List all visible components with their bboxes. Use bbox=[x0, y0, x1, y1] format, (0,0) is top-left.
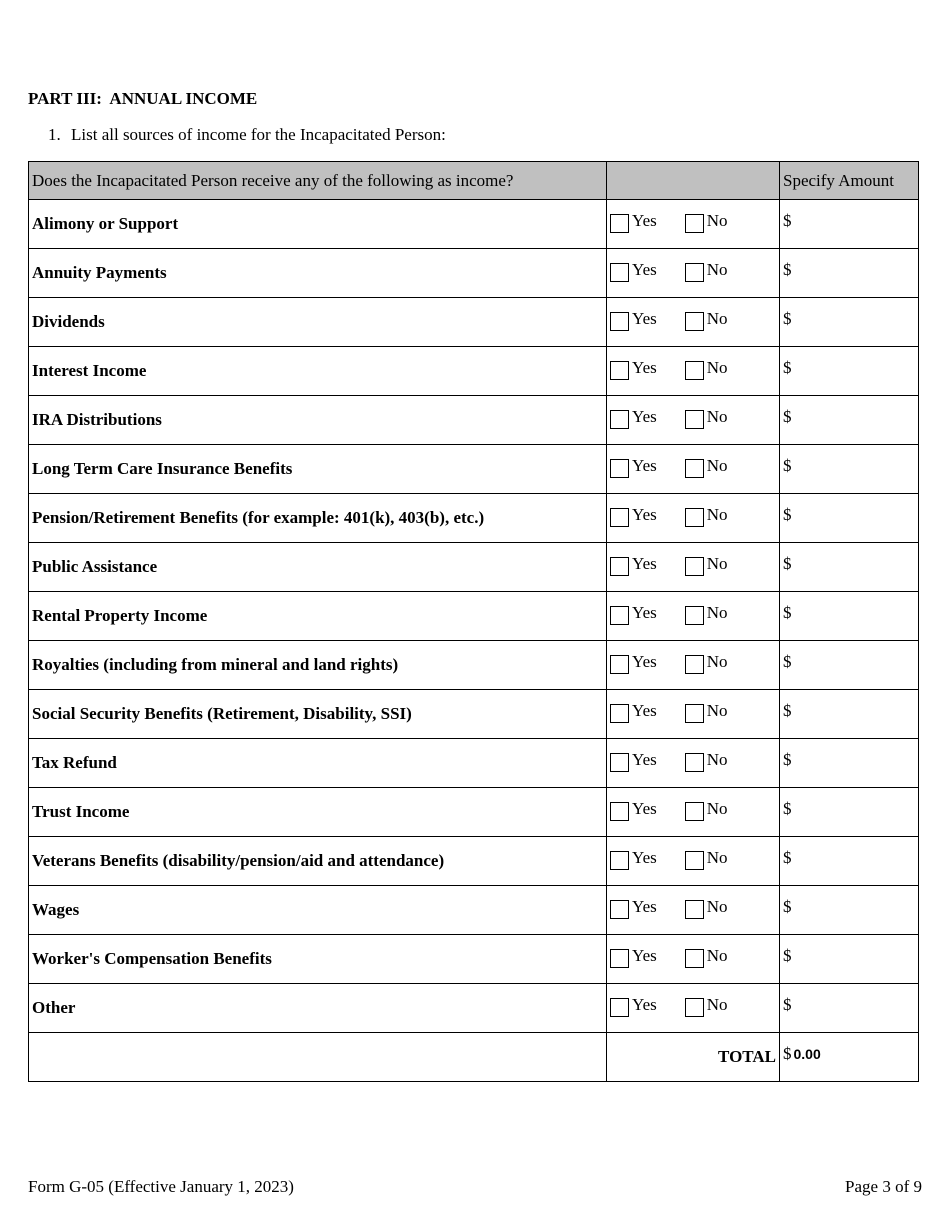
currency-symbol: $ bbox=[783, 260, 792, 279]
amount-field[interactable] bbox=[780, 494, 919, 543]
yes-no-cell bbox=[607, 690, 780, 739]
yes-no-cell bbox=[607, 298, 780, 347]
no-label: No bbox=[706, 602, 728, 622]
currency-symbol: $ bbox=[783, 309, 792, 328]
amount-field[interactable] bbox=[780, 200, 919, 249]
income-source-label: Royalties (including from mineral and land rights) bbox=[29, 641, 607, 690]
yes-label: Yes bbox=[632, 945, 657, 965]
income-source-label: Tax Refund bbox=[29, 739, 607, 788]
income-source-label: Veterans Benefits (disability/pension/aid and attendance) bbox=[29, 837, 607, 886]
no-label: No bbox=[706, 700, 728, 720]
yes-label: Yes bbox=[632, 308, 657, 328]
form-footer: Form G-05 (Effective January 1, 2023) bbox=[28, 1177, 294, 1196]
income-source-label: Worker's Compensation Benefits bbox=[29, 935, 607, 984]
income-source-label: Interest Income bbox=[29, 347, 607, 396]
currency-symbol: $ bbox=[783, 358, 792, 377]
table-row bbox=[29, 690, 919, 739]
no-checkbox[interactable] bbox=[685, 949, 704, 968]
currency-symbol: $ bbox=[783, 946, 792, 965]
table-row bbox=[29, 543, 919, 592]
amount-field[interactable] bbox=[780, 592, 919, 641]
no-option[interactable] bbox=[685, 700, 728, 724]
amount-field[interactable] bbox=[780, 445, 919, 494]
yes-label: Yes bbox=[632, 798, 657, 818]
yes-no-cell bbox=[607, 788, 780, 837]
no-label: No bbox=[706, 994, 728, 1014]
yes-no-cell bbox=[607, 347, 780, 396]
yes-option[interactable] bbox=[610, 406, 657, 430]
no-label: No bbox=[706, 210, 728, 230]
no-checkbox[interactable] bbox=[685, 606, 704, 625]
currency-symbol: $ bbox=[783, 652, 792, 671]
yes-label: Yes bbox=[632, 896, 657, 916]
yes-option[interactable] bbox=[610, 945, 657, 969]
yes-checkbox[interactable] bbox=[610, 900, 629, 919]
table-row bbox=[29, 249, 919, 298]
amount-field[interactable] bbox=[780, 298, 919, 347]
yes-option[interactable] bbox=[610, 553, 657, 577]
no-option[interactable] bbox=[685, 406, 728, 430]
yes-option[interactable] bbox=[610, 798, 657, 822]
yes-no-cell bbox=[607, 200, 780, 249]
header-middle bbox=[607, 162, 780, 200]
currency-symbol: $ bbox=[783, 799, 792, 818]
yes-checkbox[interactable] bbox=[610, 704, 629, 723]
yes-no-cell bbox=[607, 543, 780, 592]
yes-checkbox[interactable] bbox=[610, 214, 629, 233]
currency-symbol: $ bbox=[783, 750, 792, 769]
currency-symbol: $ bbox=[783, 995, 792, 1014]
no-checkbox[interactable] bbox=[685, 459, 704, 478]
table-row bbox=[29, 984, 919, 1033]
total-currency: $ bbox=[783, 1044, 792, 1063]
amount-field[interactable] bbox=[780, 935, 919, 984]
yes-label: Yes bbox=[632, 504, 657, 524]
income-source-label: IRA Distributions bbox=[29, 396, 607, 445]
no-label: No bbox=[706, 504, 728, 524]
yes-no-cell bbox=[607, 837, 780, 886]
yes-option[interactable] bbox=[610, 994, 657, 1018]
amount-field[interactable] bbox=[780, 690, 919, 739]
currency-symbol: $ bbox=[783, 848, 792, 867]
part-title: PART III: ANNUAL INCOME bbox=[28, 89, 258, 108]
no-checkbox[interactable] bbox=[685, 508, 704, 527]
table-row bbox=[29, 641, 919, 690]
yes-checkbox[interactable] bbox=[610, 998, 629, 1017]
income-source-label: Rental Property Income bbox=[29, 592, 607, 641]
no-label: No bbox=[706, 455, 728, 475]
no-option[interactable] bbox=[685, 945, 728, 969]
yes-label: Yes bbox=[632, 406, 657, 426]
currency-symbol: $ bbox=[783, 603, 792, 622]
yes-option[interactable] bbox=[610, 504, 657, 528]
header-amount: Specify Amount bbox=[780, 162, 919, 200]
currency-symbol: $ bbox=[783, 897, 792, 916]
yes-label: Yes bbox=[632, 455, 657, 475]
no-option[interactable] bbox=[685, 357, 728, 381]
no-option[interactable] bbox=[685, 259, 728, 283]
no-checkbox[interactable] bbox=[685, 753, 704, 772]
amount-field[interactable] bbox=[780, 543, 919, 592]
income-source-label: Public Assistance bbox=[29, 543, 607, 592]
no-option[interactable] bbox=[685, 210, 728, 234]
instruction-text: List all sources of income for the Incapacitated Person: bbox=[71, 125, 446, 144]
yes-label: Yes bbox=[632, 210, 657, 230]
total-label: TOTAL bbox=[607, 1033, 780, 1082]
currency-symbol: $ bbox=[783, 505, 792, 524]
yes-label: Yes bbox=[632, 994, 657, 1014]
yes-checkbox[interactable] bbox=[610, 655, 629, 674]
table-row bbox=[29, 739, 919, 788]
yes-no-cell bbox=[607, 445, 780, 494]
income-source-label: Social Security Benefits (Retirement, Disability, SSI) bbox=[29, 690, 607, 739]
table-header-row bbox=[29, 162, 919, 200]
no-label: No bbox=[706, 553, 728, 573]
yes-checkbox[interactable] bbox=[610, 312, 629, 331]
no-option[interactable] bbox=[685, 651, 728, 675]
yes-no-cell bbox=[607, 886, 780, 935]
table-row bbox=[29, 935, 919, 984]
income-source-label: Wages bbox=[29, 886, 607, 935]
yes-checkbox[interactable] bbox=[610, 606, 629, 625]
yes-option[interactable] bbox=[610, 700, 657, 724]
currency-symbol: $ bbox=[783, 554, 792, 573]
income-table bbox=[28, 161, 919, 1082]
amount-field[interactable] bbox=[780, 739, 919, 788]
no-option[interactable] bbox=[685, 455, 728, 479]
no-label: No bbox=[706, 259, 728, 279]
yes-checkbox[interactable] bbox=[610, 851, 629, 870]
no-checkbox[interactable] bbox=[685, 410, 704, 429]
yes-checkbox[interactable] bbox=[610, 557, 629, 576]
table-row bbox=[29, 445, 919, 494]
yes-checkbox[interactable] bbox=[610, 263, 629, 282]
amount-field[interactable] bbox=[780, 641, 919, 690]
no-label: No bbox=[706, 357, 728, 377]
no-option[interactable] bbox=[685, 994, 728, 1018]
currency-symbol: $ bbox=[783, 701, 792, 720]
no-option[interactable] bbox=[685, 504, 728, 528]
amount-field[interactable] bbox=[780, 984, 919, 1033]
no-option[interactable] bbox=[685, 308, 728, 332]
yes-checkbox[interactable] bbox=[610, 753, 629, 772]
no-label: No bbox=[706, 651, 728, 671]
header-question: Does the Incapacitated Person receive any of the following as income? bbox=[29, 162, 607, 200]
yes-no-cell bbox=[607, 739, 780, 788]
yes-checkbox[interactable] bbox=[610, 949, 629, 968]
yes-label: Yes bbox=[632, 602, 657, 622]
no-option[interactable] bbox=[685, 847, 728, 871]
yes-checkbox[interactable] bbox=[610, 361, 629, 380]
no-checkbox[interactable] bbox=[685, 557, 704, 576]
table-row bbox=[29, 592, 919, 641]
instruction-number: 1. bbox=[48, 125, 61, 144]
total-value[interactable]: 0.00 bbox=[793, 1046, 821, 1062]
currency-symbol: $ bbox=[783, 407, 792, 426]
yes-option[interactable] bbox=[610, 847, 657, 871]
currency-symbol: $ bbox=[783, 211, 792, 230]
total-row bbox=[29, 1033, 919, 1082]
yes-option[interactable] bbox=[610, 896, 657, 920]
no-option[interactable] bbox=[685, 749, 728, 773]
no-checkbox[interactable] bbox=[685, 900, 704, 919]
no-checkbox[interactable] bbox=[685, 851, 704, 870]
amount-field[interactable] bbox=[780, 837, 919, 886]
instruction bbox=[48, 125, 446, 145]
page-number: Page 3 of 9 bbox=[845, 1177, 922, 1196]
no-label: No bbox=[706, 798, 728, 818]
income-source-label: Alimony or Support bbox=[29, 200, 607, 249]
no-checkbox[interactable] bbox=[685, 998, 704, 1017]
no-label: No bbox=[706, 749, 728, 769]
no-option[interactable] bbox=[685, 896, 728, 920]
amount-field[interactable] bbox=[780, 788, 919, 837]
yes-label: Yes bbox=[632, 553, 657, 573]
yes-no-cell bbox=[607, 935, 780, 984]
yes-checkbox[interactable] bbox=[610, 459, 629, 478]
income-source-label: Trust Income bbox=[29, 788, 607, 837]
no-option[interactable] bbox=[685, 602, 728, 626]
amount-field[interactable] bbox=[780, 249, 919, 298]
yes-label: Yes bbox=[632, 259, 657, 279]
table-row bbox=[29, 396, 919, 445]
no-label: No bbox=[706, 847, 728, 867]
yes-option[interactable] bbox=[610, 455, 657, 479]
no-option[interactable] bbox=[685, 553, 728, 577]
yes-no-cell bbox=[607, 984, 780, 1033]
income-source-label: Dividends bbox=[29, 298, 607, 347]
income-source-label: Long Term Care Insurance Benefits bbox=[29, 445, 607, 494]
no-checkbox[interactable] bbox=[685, 263, 704, 282]
no-checkbox[interactable] bbox=[685, 655, 704, 674]
table-row bbox=[29, 886, 919, 935]
currency-symbol: $ bbox=[783, 456, 792, 475]
amount-field[interactable] bbox=[780, 347, 919, 396]
no-checkbox[interactable] bbox=[685, 214, 704, 233]
table-row bbox=[29, 347, 919, 396]
yes-checkbox[interactable] bbox=[610, 410, 629, 429]
total-empty-cell bbox=[29, 1033, 607, 1082]
table-row bbox=[29, 200, 919, 249]
income-source-label: Other bbox=[29, 984, 607, 1033]
yes-label: Yes bbox=[632, 357, 657, 377]
no-label: No bbox=[706, 406, 728, 426]
no-checkbox[interactable] bbox=[685, 312, 704, 331]
yes-no-cell bbox=[607, 592, 780, 641]
yes-label: Yes bbox=[632, 651, 657, 671]
income-rows bbox=[29, 200, 919, 1082]
yes-option[interactable] bbox=[610, 210, 657, 234]
yes-no-cell bbox=[607, 494, 780, 543]
no-label: No bbox=[706, 896, 728, 916]
total-amount-cell bbox=[780, 1033, 919, 1082]
income-source-label: Annuity Payments bbox=[29, 249, 607, 298]
income-source-label: Pension/Retirement Benefits (for example: 401(k), 403(b), etc.) bbox=[29, 494, 607, 543]
no-checkbox[interactable] bbox=[685, 361, 704, 380]
yes-no-cell bbox=[607, 641, 780, 690]
yes-option[interactable] bbox=[610, 259, 657, 283]
table-row bbox=[29, 494, 919, 543]
yes-no-cell bbox=[607, 396, 780, 445]
yes-label: Yes bbox=[632, 700, 657, 720]
no-label: No bbox=[706, 308, 728, 328]
yes-label: Yes bbox=[632, 749, 657, 769]
yes-option[interactable] bbox=[610, 357, 657, 381]
table-row bbox=[29, 837, 919, 886]
yes-checkbox[interactable] bbox=[610, 802, 629, 821]
no-option[interactable] bbox=[685, 798, 728, 822]
table-row bbox=[29, 298, 919, 347]
yes-label: Yes bbox=[632, 847, 657, 867]
yes-option[interactable] bbox=[610, 602, 657, 626]
yes-option[interactable] bbox=[610, 651, 657, 675]
yes-checkbox[interactable] bbox=[610, 508, 629, 527]
no-label: No bbox=[706, 945, 728, 965]
yes-option[interactable] bbox=[610, 308, 657, 332]
amount-field[interactable] bbox=[780, 396, 919, 445]
amount-field[interactable] bbox=[780, 886, 919, 935]
yes-option[interactable] bbox=[610, 749, 657, 773]
yes-no-cell bbox=[607, 249, 780, 298]
no-checkbox[interactable] bbox=[685, 704, 704, 723]
no-checkbox[interactable] bbox=[685, 802, 704, 821]
table-row bbox=[29, 788, 919, 837]
